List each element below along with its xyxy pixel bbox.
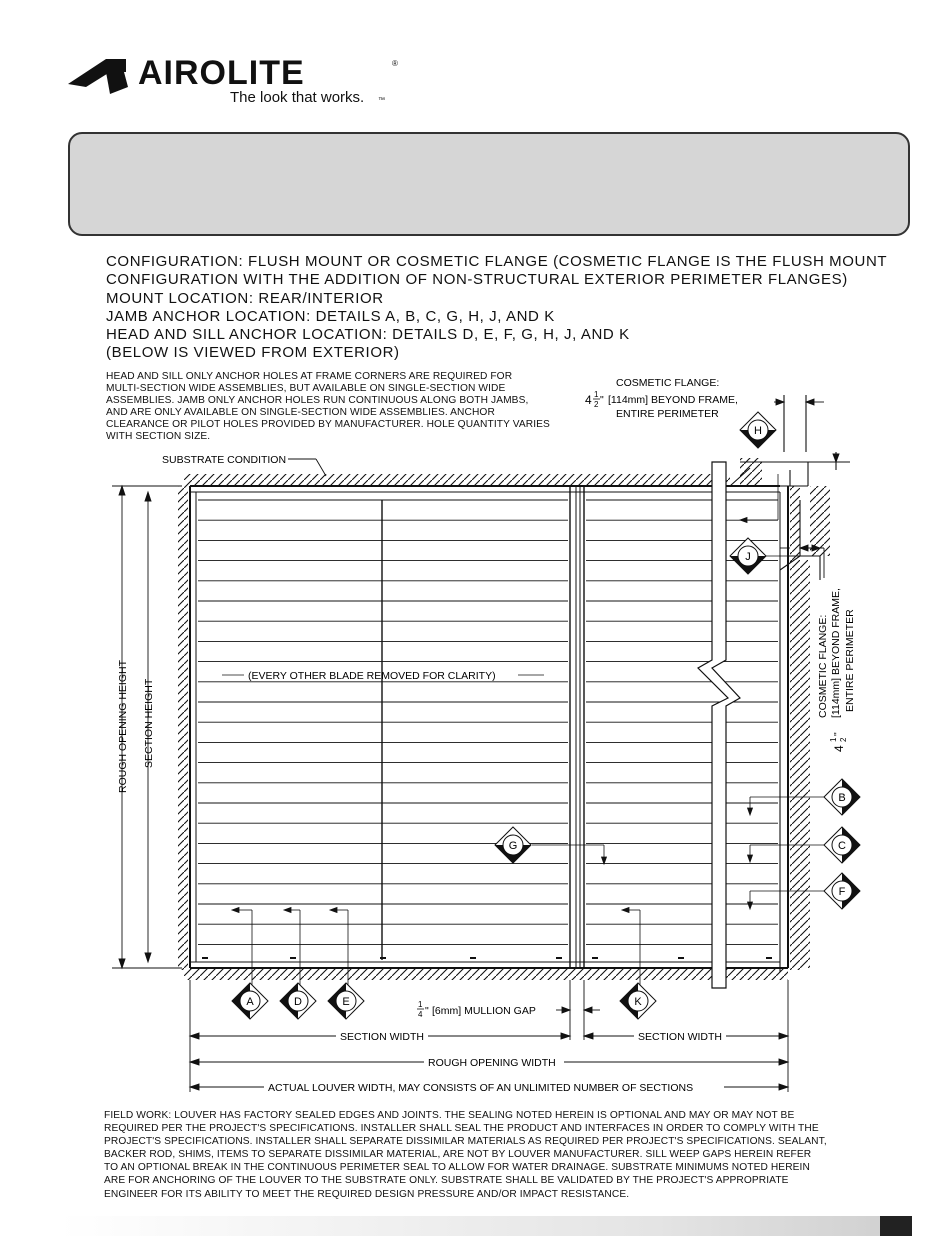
svg-text:ENTIRE PERIMETER: ENTIRE PERIMETER [616,408,719,420]
mullion-gap-label [417,1000,536,1019]
svg-text:COSMETIC FLANGE:: COSMETIC FLANGE: [817,614,829,718]
field-work-line-5: TO AN OPTIONAL BREAK IN THE CONTINUOUS PERIMETER SEAL TO ALLOW FOR WATER DRAINAGE. SUBSTRATE MINIMUMS NOTED HEREIN [104,1162,810,1174]
config-line-4: JAMB ANCHOR LOCATION: DETAILS A, B, C, G, H, J, AND K [106,308,555,325]
svg-text:1: 1 [594,390,599,399]
field-work-line-2: REQUIRED PER THE PROJECT'S SPECIFICATIONS. INSTALLER SHALL SEAL THE PRODUCT AND INTERFACES IN ORDER TO COMPLY WITH THE [104,1123,819,1135]
substrate-right-jamb [790,486,800,970]
anchor-note-line-2: MULTI-SECTION WIDE ASSEMBLIES, BUT AVAILABLE ON SINGLE-SECTION WIDE [106,383,506,394]
detail-callout-letter: J [745,551,751,563]
page-number-tab [880,1216,912,1236]
logo-tm: ™ [378,97,385,104]
section-width-label-right: SECTION WIDTH [638,1031,722,1043]
anchor-note-line-1: HEAD AND SILL ONLY ANCHOR HOLES AT FRAME CORNERS ARE REQUIRED FOR [106,371,513,382]
detail-callout-k [620,983,656,1019]
substrate-sill [184,968,788,980]
detail-callout-letter: B [838,792,846,804]
anchor-note-line-6: WITH SECTION SIZE. [106,431,211,442]
blade-note: (EVERY OTHER BLADE REMOVED FOR CLARITY) [248,670,496,682]
cosmetic-flange-top-label [585,377,738,420]
svg-text:": " [832,732,844,736]
svg-text:[114mm] BEYOND FRAME,: [114mm] BEYOND FRAME, [830,588,842,718]
dimension-lines [112,399,839,1092]
svg-text:": " [600,394,604,406]
actual-louver-width-label: ACTUAL LOUVER WIDTH, MAY CONSISTS OF AN UNLIMITED NUMBER OF SECTIONS [268,1082,694,1094]
rough-opening-width-label: ROUGH OPENING WIDTH [428,1057,556,1069]
config-line-3: MOUNT LOCATION: REAR/INTERIOR [106,290,384,307]
substrate-condition-label: SUBSTRATE CONDITION [162,454,287,466]
config-line-5: HEAD AND SILL ANCHOR LOCATION: DETAILS D, E, F, G, H, J, AND K [106,326,630,343]
logo-registered-mark: ® [392,59,398,68]
svg-text:2: 2 [839,737,848,742]
detail-callout-g [495,827,531,863]
detail-callout-j [730,538,766,574]
break-line [698,462,740,988]
detail-callout-letter: K [634,996,642,1008]
logo-tagline: The look that works. [230,89,365,106]
substrate-left-jamb [178,486,188,970]
svg-text:ENTIRE PERIMETER: ENTIRE PERIMETER [844,609,856,712]
detail-callout-letter: H [754,425,762,437]
svg-text:[6mm] MULLION GAP: [6mm] MULLION GAP [432,1005,536,1017]
logo-wordmark: AIROLITE [138,54,305,92]
detail-callout-letter: E [342,996,350,1008]
louver-frame [190,486,788,968]
field-work-line-3: PROJECT'S SPECIFICATIONS. INSTALLER SHALL SEPARATE DISSIMILAR MATERIALS AS REQUIRED PER PROJECT'S SPECIFICATIONS. SEALANT, [104,1136,827,1148]
detail-callout-letter: G [508,840,518,852]
detail-callout-h [740,412,776,448]
section-width-label-left: SECTION WIDTH [340,1031,424,1043]
detail-callout-c [824,827,860,863]
detail-callout-e [328,983,364,1019]
detail-callouts [232,412,860,1019]
config-line-1: CONFIGURATION: FLUSH MOUNT OR COSMETIC FLANGE (COSMETIC FLANGE IS THE FLUSH MOUNT [106,253,888,270]
svg-text:4: 4 [418,1010,423,1019]
louver-blades [198,500,778,944]
footer-bar [60,1216,910,1236]
anchor-note-line-3: ASSEMBLIES. JAMB ONLY ANCHOR HOLES RUN CONTINUOUS ALONG BOTH JAMBS, [106,395,529,406]
detail-callout-letter: A [246,996,254,1008]
svg-text:1: 1 [829,737,838,742]
config-line-6: (BELOW IS VIEWED FROM EXTERIOR) [106,344,400,361]
anchor-note-line-5: CLEARANCE OR PILOT HOLES PROVIDED BY MANUFACTURER. HOLE QUANTITY VARIES [106,419,550,430]
svg-text:": " [425,1005,429,1017]
detail-callout-d [280,983,316,1019]
rough-opening-height-label: ROUGH OPENING HEIGHT [117,659,129,793]
config-line-2: CONFIGURATION WITH THE ADDITION OF NON-STRUCTURAL EXTERIOR PERIMETER FLANGES) [106,271,848,288]
svg-text:4: 4 [585,393,592,407]
svg-text:2: 2 [594,400,599,409]
detail-callout-letter: D [294,996,302,1008]
field-work-line-4: BACKER ROD, SHIMS, ITEMS TO SEPARATE DISSIMILAR MATERIAL, ARE NOT BY LOUVER MANUFACTURER. SILL WEEP GAPS HEREIN REFER [104,1149,812,1161]
detail-callout-f [824,873,860,909]
detail-callout-a [232,983,268,1019]
detail-callout-letter: F [838,886,846,898]
field-work-line-6: ARE FOR ANCHORING OF THE LOUVER TO THE SUBSTRATE ONLY. SUBSTRATE SHALL BE VALIDATED BY THE PROJECT'S APPROPRIATE [104,1175,789,1187]
svg-text:COSMETIC FLANGE:: COSMETIC FLANGE: [616,377,720,389]
svg-text:4: 4 [832,745,846,752]
cosmetic-flange-side-label [817,588,856,752]
field-work-notes [104,1109,884,1201]
section-height-label: SECTION HEIGHT [143,678,155,768]
field-work-line-1: FIELD WORK: LOUVER HAS FACTORY SEALED EDGES AND JOINTS. THE SEALING NOTED HEREIN IS OPTIONAL AND MAY OR MAY NOT BE [104,1110,795,1121]
detail-callout-b [824,779,860,815]
substrate-head [184,474,730,486]
field-work-line-7: ENGINEER FOR ITS ABILITY TO MEET THE REQUIRED DESIGN PRESSURE AND/OR IMPACT RESISTANCE. [104,1188,630,1200]
svg-text:[114mm] BEYOND FRAME,: [114mm] BEYOND FRAME, [608,394,738,406]
anchor-note-line-4: AND ARE ONLY AVAILABLE ON SINGLE-SECTION WIDE ASSEMBLIES. ANCHOR [106,407,495,418]
svg-text:1: 1 [418,1000,423,1009]
detail-callout-letter: C [838,840,846,852]
